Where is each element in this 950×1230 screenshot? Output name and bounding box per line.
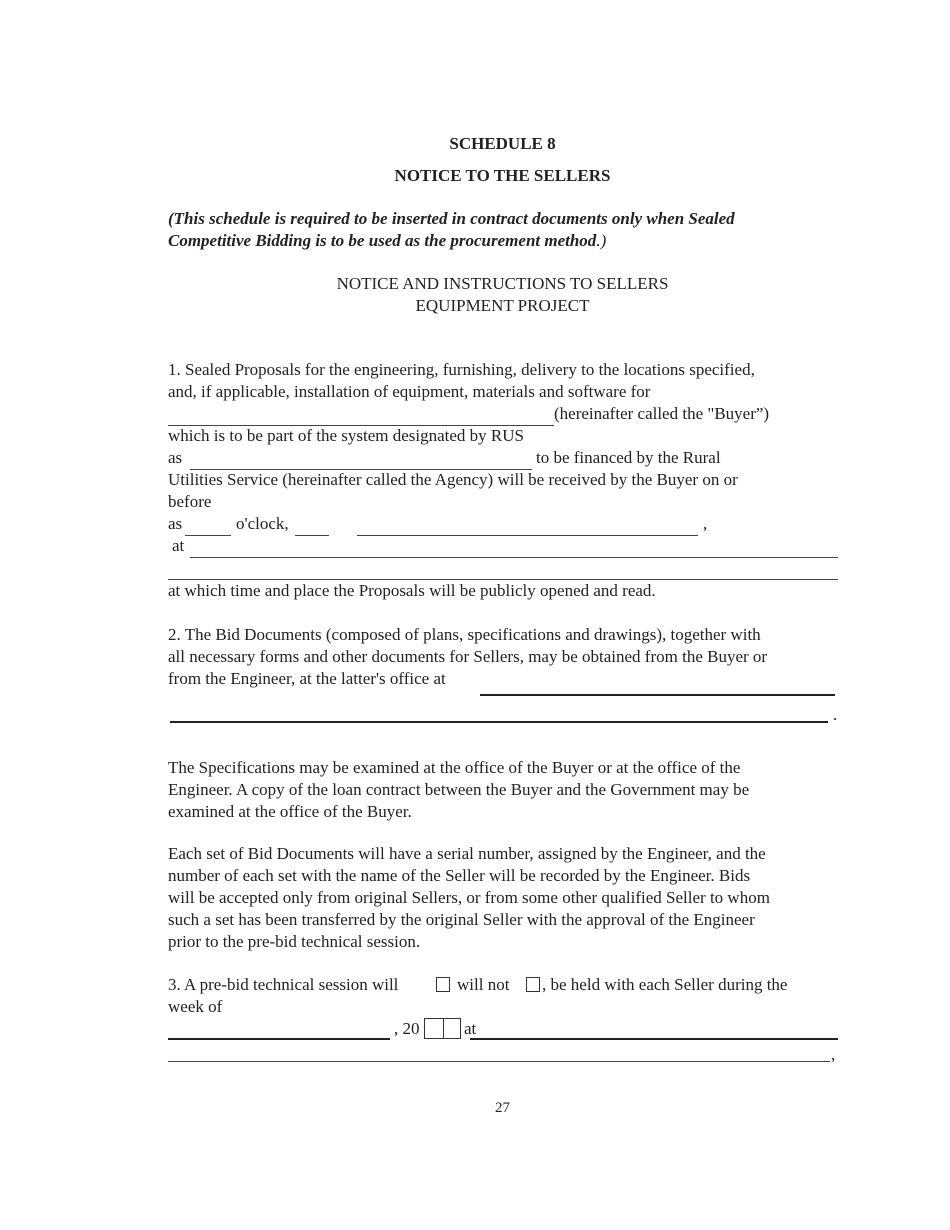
s1-line2: and, if applicable, installation of equipment, materials and software for bbox=[168, 382, 651, 401]
date-blank[interactable] bbox=[357, 535, 698, 536]
s2-line1: 2. The Bid Documents (composed of plans, specifications and drawings), together with bbox=[168, 625, 761, 644]
session-location-blank-2[interactable] bbox=[168, 1061, 830, 1062]
s3-trailing-comma: , bbox=[831, 1045, 836, 1064]
will-checkbox[interactable] bbox=[436, 977, 450, 992]
s1-comma: , bbox=[703, 514, 708, 533]
ampm-blank[interactable] bbox=[295, 535, 329, 536]
will-not-checkbox[interactable] bbox=[526, 977, 540, 992]
schedule-note-text: (This schedule is required to be inserted in contract documents only when Sealed Competitive Bidding is to be used as the procurement method bbox=[168, 209, 735, 250]
s1-line1: 1. Sealed Proposals for the engineering, furnishing, delivery to the locations specified, bbox=[168, 360, 755, 379]
year-digit-1-input[interactable] bbox=[424, 1018, 444, 1039]
s3-will-not: will not bbox=[457, 975, 510, 994]
s1-oclock: o'clock, bbox=[236, 514, 289, 533]
s1-as-label: as bbox=[168, 448, 183, 467]
s1-financed: to be financed by the Rural bbox=[536, 448, 721, 467]
s3-year-prefix: , 20 bbox=[394, 1019, 420, 1038]
page-title: NOTICE TO THE SELLERS bbox=[394, 166, 611, 185]
s1-as2: as bbox=[168, 514, 183, 533]
schedule-note bbox=[168, 208, 808, 252]
notice-heading-line1: NOTICE AND INSTRUCTIONS TO SELLERS bbox=[336, 274, 669, 293]
specs-line1: The Specifications may be examined at the office of the Buyer or at the office of the bbox=[168, 758, 741, 777]
specs-line2: Engineer. A copy of the loan contract between the Buyer and the Government may be bbox=[168, 780, 750, 799]
s1-closing: at which time and place the Proposals will be publicly opened and read. bbox=[168, 581, 656, 600]
s1-buyer-label: (hereinafter called the "Buyer”) bbox=[554, 404, 770, 423]
s1-line4: which is to be part of the system designated by RUS bbox=[168, 426, 525, 445]
s2-period: . bbox=[833, 705, 838, 724]
session-location-blank-1[interactable] bbox=[470, 1038, 838, 1040]
engineer-address-blank-2[interactable] bbox=[170, 721, 828, 723]
bids-line3: will be accepted only from original Sellers, or from some other qualified Seller to whom bbox=[168, 888, 770, 907]
schedule-note-end: .) bbox=[596, 231, 607, 250]
location-blank-1[interactable] bbox=[190, 557, 838, 558]
year-digit-2-input[interactable] bbox=[443, 1018, 461, 1039]
specs-line3: examined at the office of the Buyer. bbox=[168, 802, 412, 821]
s2-line2: all necessary forms and other documents for Sellers, may be obtained from the Buyer or bbox=[168, 647, 768, 666]
bids-line2: number of each set with the name of the Seller will be recorded by the Engineer. Bids bbox=[168, 866, 751, 885]
page-number: 27 bbox=[495, 1100, 510, 1116]
s3-held: , be held with each Seller during the bbox=[542, 975, 788, 994]
bids-line4: such a set has been transferred by the original Seller with the approval of the Engineer bbox=[168, 910, 755, 929]
bids-line5: prior to the pre-bid technical session. bbox=[168, 932, 421, 951]
s1-line6: Utilities Service (hereinafter called the Agency) will be received by the Buyer on or bbox=[168, 470, 738, 489]
bids-line1: Each set of Bid Documents will have a serial number, assigned by the Engineer, and the bbox=[168, 844, 766, 863]
week-date-blank[interactable] bbox=[168, 1038, 390, 1040]
engineer-address-blank-1[interactable] bbox=[480, 694, 835, 696]
s1-at: at bbox=[172, 536, 185, 555]
hour-blank[interactable] bbox=[185, 535, 231, 536]
schedule-heading: SCHEDULE 8 bbox=[449, 134, 556, 153]
s3-week-of: week of bbox=[168, 997, 223, 1016]
s1-line7: before bbox=[168, 492, 212, 511]
s3-at: at bbox=[464, 1019, 477, 1038]
notice-heading-line2: EQUIPMENT PROJECT bbox=[415, 296, 590, 315]
s3-lead: 3. A pre-bid technical session will bbox=[168, 975, 399, 994]
s2-line3: from the Engineer, at the latter's office at bbox=[168, 669, 446, 688]
